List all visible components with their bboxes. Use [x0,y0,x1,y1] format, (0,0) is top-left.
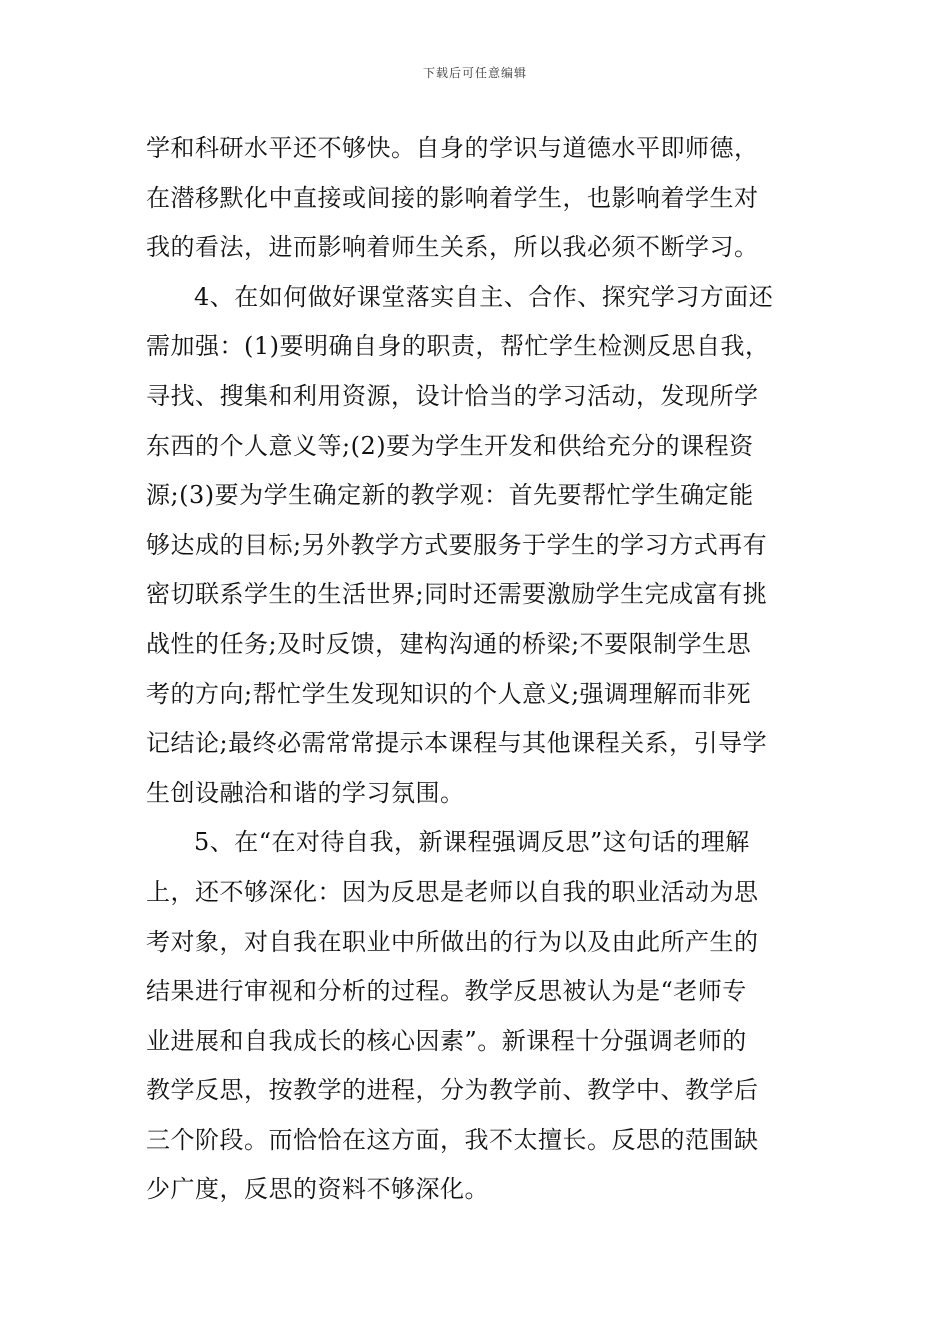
paragraph-line: 记结论;最终必需常常提示本课程与其他课程关系，引导学 [146,729,768,758]
page-header: 下载后可任意编辑 [422,66,527,80]
paragraph-line: 寻找、搜集和利用资源，设计恰当的学习活动，发现所学 [146,381,759,410]
paragraph-line: 业进展和自我成长的核心因素”。新课程十分强调老师的 [146,1026,747,1055]
paragraph-line: 4、在如何做好课堂落实自主、合作、探究学习方面还 [194,282,774,311]
paragraph-line: 密切联系学生的生活世界;同时还需要激励学生完成富有挑 [146,580,768,609]
paragraph-line: 源;(3)要为学生确定新的教学观：首先要帮忙学生确定能 [146,481,754,510]
paragraph-line: 三个阶段。而恰恰在这方面，我不太擅长。反思的范围缺 [146,1125,759,1154]
document-body [146,124,808,1215]
paragraph-line: 在潜移默化中直接或间接的影响着学生，也影响着学生对 [146,183,759,212]
paragraph-line: 战性的任务;及时反馈，建构沟通的桥梁;不要限制学生思 [146,629,752,658]
paragraph-line: 5、在“在对待自我，新课程强调反思”这句话的理解 [194,828,750,857]
paragraph-line: 生创设融洽和谐的学习氛围。 [146,778,465,807]
paragraph-line: 够达成的目标;另外教学方式要服务于学生的学习方式再有 [146,530,768,559]
paragraph-line: 结果进行审视和分析的过程。教学反思被认为是“老师专 [146,977,747,1006]
paragraph-line: 需加强：(1)要明确自身的职责，帮忙学生检测反思自我， [146,332,770,361]
paragraph-line: 考对象，对自我在职业中所做出的行为以及由此所产生的 [146,927,759,956]
paragraph-line: 少广度，反思的资料不够深化。 [146,1175,489,1204]
paragraph-line: 学和科研水平还不够快。自身的学识与道德水平即师德， [146,134,759,162]
paragraph-line: 东西的个人意义等;(2)要为学生开发和供给充分的课程资 [146,431,754,460]
paragraph-line: 教学反思，按教学的进程，分为教学前、教学中、教学后 [146,1076,759,1105]
paragraph-line: 我的看法，进而影响着师生关系，所以我必须不断学习。 [146,233,759,262]
paragraph-line: 上，还不够深化：因为反思是老师以自我的职业活动为思 [146,877,759,906]
paragraph-line: 考的方向;帮忙学生发现知识的个人意义;强调理解而非死 [146,679,752,708]
